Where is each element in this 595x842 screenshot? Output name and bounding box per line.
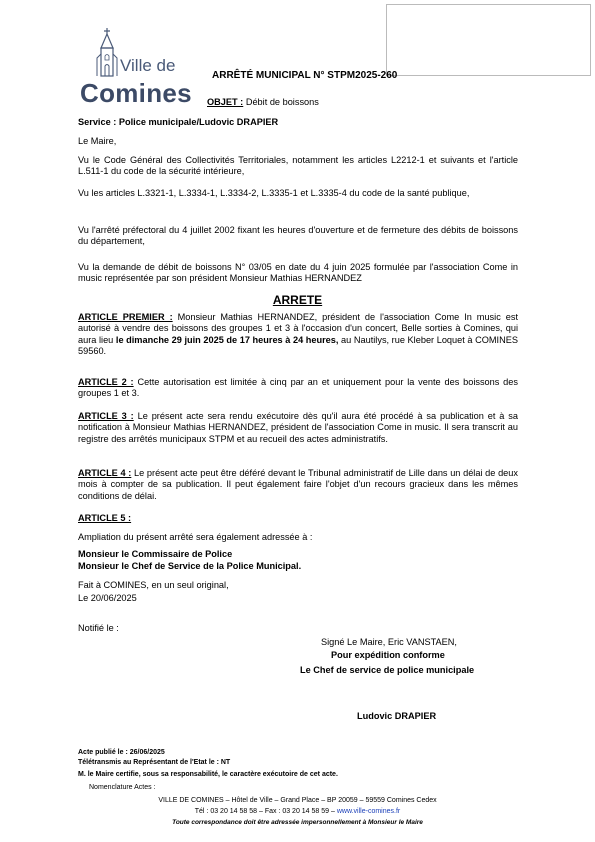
article-premier-text-b: au Nautilys, rue Kleber Loquet à COMINES 59560. <box>78 334 518 357</box>
article-2-text: Cette autorisation est limitée à cinq par an et uniquement pour la vente des boissons des groupes 1 et 3. <box>78 377 518 399</box>
service-line: Service : Police municipale/Ludovic DRAPIER <box>78 117 279 127</box>
objet-line <box>207 97 319 107</box>
signature-line-3: Le Chef de service de police municipale <box>300 665 475 675</box>
article-5-label: ARTICLE 5 : <box>78 513 132 523</box>
vu-paragraph-3: Vu l'arrêté préfectoral du 4 juillet 2002 fixant les heures d'ouverture et de fermeture des débits de boissons du département, <box>78 225 518 247</box>
article-premier <box>78 312 518 358</box>
acte-publie: Acte publié le : 26/06/2025 <box>78 749 165 756</box>
church-tower-icon <box>92 28 122 78</box>
logo-ville-de: Ville de <box>120 56 176 75</box>
article-4-label: ARTICLE 4 : <box>78 468 132 478</box>
vu-paragraph-4: Vu la demande de débit de boissons N° 03/05 en date du 4 juin 2025 formulée par l'association Come in music représentée par son président Monsieur Mathias HERNANDEZ <box>78 262 518 284</box>
article-3 <box>78 411 518 445</box>
article-4 <box>78 468 518 502</box>
footer-address: VILLE DE COMINES – Hôtel de Ville – Grand Place – BP 20059 – 59559 Comines Cedex <box>158 797 437 804</box>
footer-contact <box>0 808 595 815</box>
salutation: Le Maire, <box>78 136 117 146</box>
article-2 <box>78 377 518 400</box>
recipient-1: Monsieur le Commissaire de Police <box>78 549 233 559</box>
nomenclature: Nomenclature Actes : <box>89 784 156 791</box>
reception-stamp-box <box>386 4 591 76</box>
signature-line-2: Pour expédition conforme <box>331 650 445 660</box>
article-4-text: Le présent acte peut être déféré devant le Tribunal administratif de Lille dans un délai de deux mois à compter de sa publication. Il peut également faire l'objet d'un recours gracieux dans les mêmes conditions de délai. <box>78 468 518 501</box>
website-link[interactable]: www.ville-comines.fr <box>336 808 401 815</box>
signatory-name: Ludovic DRAPIER <box>357 711 437 721</box>
footer-phone-fax: Tél : 03 20 14 58 58 – Fax : 03 20 14 58 59 – <box>194 808 337 815</box>
decree-title: ARRÊTÉ MUNICIPAL N° STPM2025-260 <box>212 70 398 81</box>
date: Le 20/06/2025 <box>78 593 137 603</box>
logo-comines: Comines <box>80 78 192 108</box>
fait-a: Fait à COMINES, en un seul original, <box>78 580 229 590</box>
vu-paragraph-2: Vu les articles L.3321-1, L.3334-1, L.3334-2, L.3335-1 et L.3335-4 du code de la santé publique, <box>78 188 470 198</box>
article-premier-date: le dimanche 29 juin 2025 de 17 heures à 24 heures, <box>115 334 339 345</box>
objet-label: OBJET : <box>207 97 244 107</box>
teletransmis: Télétransmis au Représentant de l'Etat le : NT <box>78 759 231 766</box>
notifie-le: Notifié le : <box>78 623 119 633</box>
city-logo <box>78 28 198 108</box>
recipient-2: Monsieur le Chef de Service de la Police Municipal. <box>78 561 302 571</box>
objet-text: Débit de boissons <box>245 97 319 107</box>
vu-paragraph-1: Vu le Code Général des Collectivités Territoriales, notamment les articles L2212-1 et suivants et l'article L.511-1 du code de la sécurité intérieure, <box>78 155 518 177</box>
article-3-label: ARTICLE 3 : <box>78 411 134 421</box>
ampliation: Ampliation du présent arrêté sera également adressée à : <box>78 532 313 542</box>
signature-line-1: Signé Le Maire, Eric VANSTAEN, <box>321 637 457 647</box>
article-2-label: ARTICLE 2 : <box>78 377 134 387</box>
article-5 <box>78 513 518 524</box>
article-premier-text-a: Monsieur Mathias HERNANDEZ, président de l'association Come In music est autorisé à vendre des boissons des groupes 1 et 3 à l'occasion d'un concert, Belle sorties à Comines, qui aura lieu <box>78 312 518 345</box>
article-premier-label: ARTICLE PREMIER : <box>78 312 173 322</box>
article-3-text: Le présent acte sera rendu exécutoire dès qu'il aura été procédé à sa publication et à sa notification à Monsieur Mathias HERNANDEZ, président de l'association Come in music. Il sera transcrit au registre des arrêtés municipaux STPM et au recueil des actes administratifs. <box>78 411 518 444</box>
footer-notice: Toute correspondance doit être adressée impersonnellement à Monsieur le Maire <box>172 819 423 826</box>
arrete-heading: ARRETE <box>272 293 323 307</box>
certification: M. le Maire certifie, sous sa responsabilité, le caractère exécutoire de cet acte. <box>78 771 338 778</box>
